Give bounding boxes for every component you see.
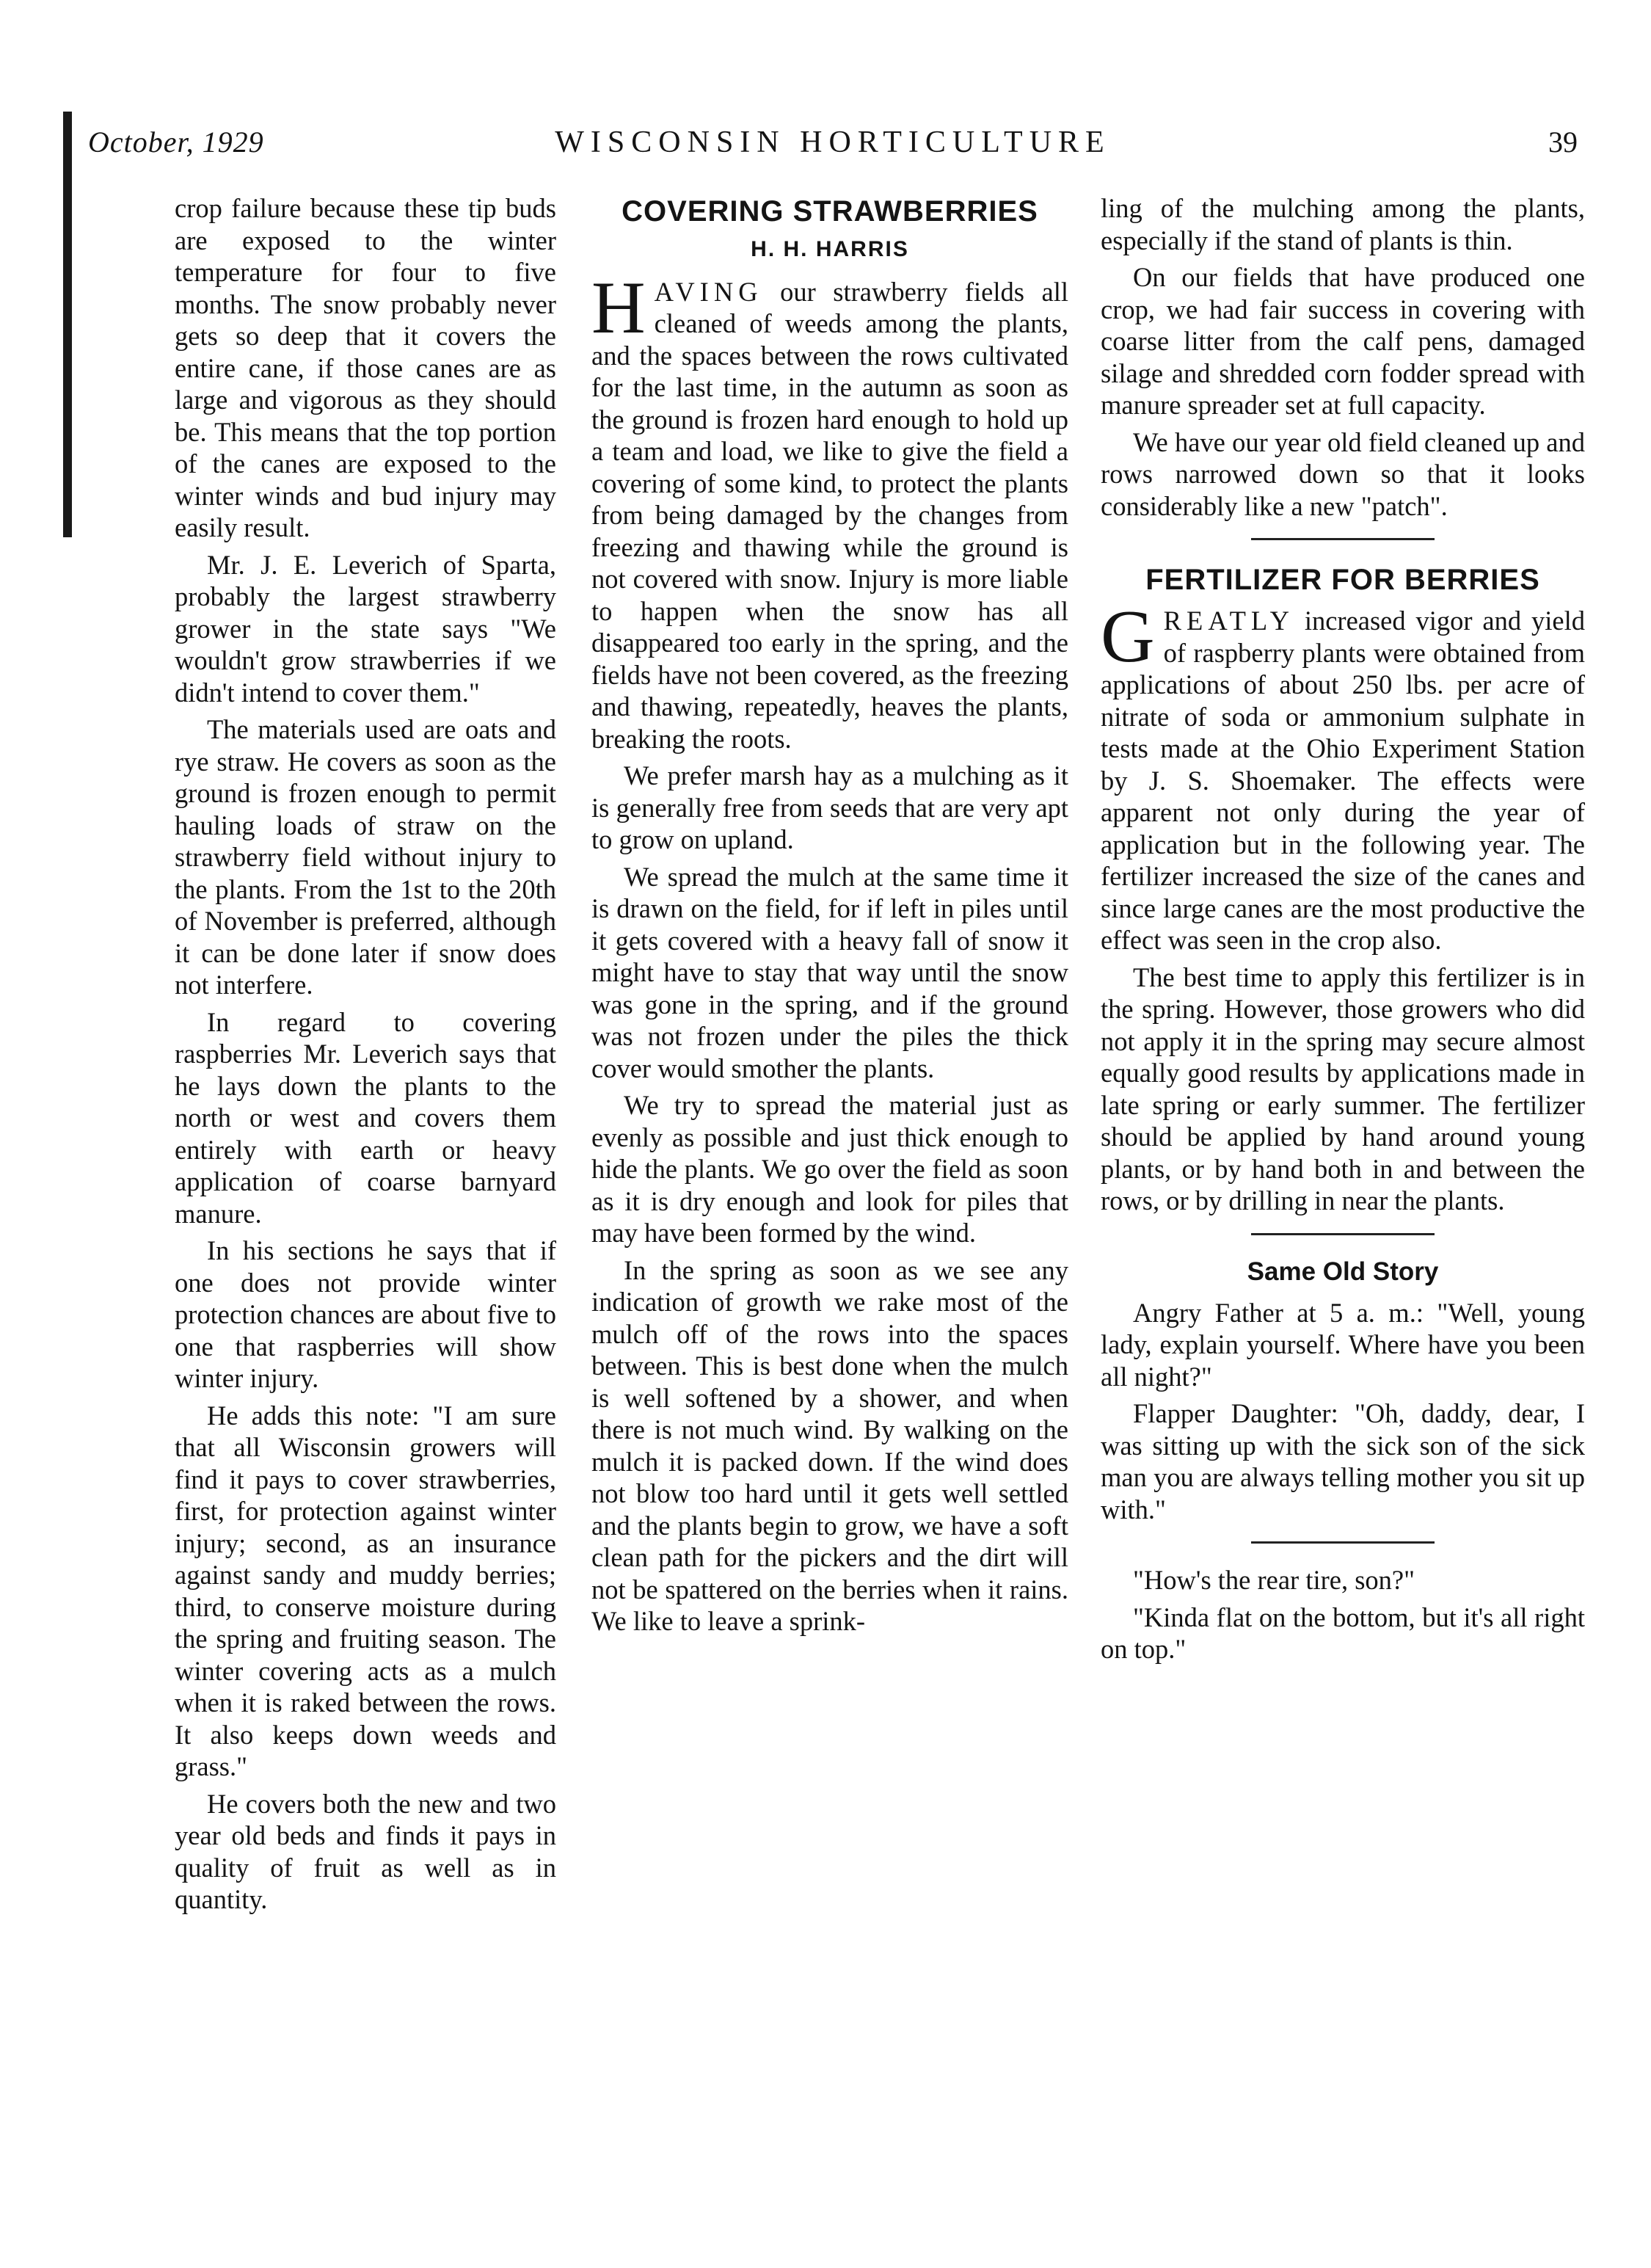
running-head bbox=[88, 125, 1578, 169]
article-author: H. H. HARRIS bbox=[751, 237, 909, 261]
paragraph: On our fields that have produced one crop, we had fair success in covering with coarse litter from the calf pens, damaged silage and shredded corn fodder spread with manure spreader set at full capacity. bbox=[1101, 262, 1585, 420]
column-1 bbox=[175, 192, 556, 1921]
page-number: 39 bbox=[1548, 126, 1578, 159]
paragraph: "How's the rear tire, son?" bbox=[1133, 1565, 1415, 1595]
issue-date: October, 1929 bbox=[88, 126, 264, 159]
paragraph: He adds this note: "I am sure that all Wisconsin growers will find it pays to cover strawberries, first, for protection against winter injury; second, as an insurance against sandy and muddy berries; third, to conserve moisture during the spring and fruiting season. The winter covering acts as a mulch when it is raked between the rows. It also keeps down weeds and grass." bbox=[175, 1400, 556, 1781]
paragraph: In his sections he says that if one does not provide winter protection chances are about five to one that raspberries will show winter injury. bbox=[175, 1235, 556, 1393]
article-title: COVERING STRAWBERRIES bbox=[622, 195, 1038, 228]
paragraph: We prefer marsh hay as a mulching as it is generally free from seeds that are very apt to grow on upland. bbox=[591, 760, 1068, 854]
section-divider bbox=[1251, 1541, 1435, 1544]
lead-paragraph bbox=[591, 266, 1068, 755]
paragraph: "Kinda flat on the bottom, but it's all right on top." bbox=[1101, 1602, 1585, 1664]
paragraph: Mr. J. E. Leverich of Sparta, probably the largest strawberry grower in the state says "We wouldn't grow strawberries if we didn't intend to cover them." bbox=[175, 549, 556, 708]
journal-title: WISCONSIN HORTICULTURE bbox=[555, 126, 1111, 159]
section-divider bbox=[1251, 1233, 1435, 1235]
lead-paragraph bbox=[1101, 595, 1585, 956]
article-title: FERTILIZER FOR BERRIES bbox=[1145, 564, 1540, 596]
column-3 bbox=[1101, 192, 1585, 1671]
margin-rule bbox=[63, 112, 72, 537]
section-divider bbox=[1251, 538, 1435, 540]
lead-text: our strawberry fields all cleaned of weeds among the plants, and the spaces between the rows cultivated for the last time, in the autumn as soon as the ground is frozen hard enough to hold up a team and load, we like to give the field a covering of some kind, to protect the plants from being damaged by the changes from freezing and thawing while the ground is not covered with snow. Injury is more liable to happen when the snow has all disappeared too early in the spring, and the fields have not been covered, as the freezing and thawing, repeatedly, heaves the plants, breaking the roots. bbox=[591, 276, 1068, 754]
paragraph: ling of the mulching among the plants, especially if the stand of plants is thin. bbox=[1101, 193, 1585, 255]
lead-spaced-word: REATLY bbox=[1163, 606, 1294, 636]
paragraph: The best time to apply this fertilizer is in the spring. However, those growers who did not apply it in the spring may secure almost equally good results by applications made in late spring or early summer. The fertilizer should be applied by hand around young plants, or by hand both in and between the rows, or by drilling in near the plants. bbox=[1101, 962, 1585, 1215]
paragraph: The materials used are oats and rye straw. He covers as soon as the ground is frozen enough to permit hauling loads of straw on the strawberry field without injury to the plants. From the 1st to the 20th of November is preferred, although it can be done later if snow does not interfere. bbox=[175, 714, 556, 1000]
paragraph: In the spring as soon as we see any indication of growth we rake most of the mulch off of the rows into the spaces between. This is best done when the mulch is well softened by a shower, and when there is not much wind. By walking on the mulch it is packed down. If the wind does not blow too hard until it gets well settled and the plants begin to grow, we have a soft clean path for the pickers and the dirt will not be spattered on the berries when it rains. We like to leave a sprink- bbox=[591, 1254, 1068, 1636]
paragraph: We spread the mulch at the same time it is drawn on the field, for if left in piles until it gets covered with a heavy fall of snow it might have to stay that way until the snow was gone in the spring, and if the ground was not frozen under the piles the thick cover would smother the plants. bbox=[591, 861, 1068, 1083]
column-2 bbox=[591, 192, 1068, 1643]
lead-spaced-word: AVING bbox=[654, 276, 763, 307]
lead-text: increased vigor and yield of raspberry plants were obtained from applications of about 250 lbs. per acre of nitrate of soda or ammonium sulphate in tests made at the Ohio Experiment Station by J. S. Shoemaker. The effects were apparent not only during the year of application but in the following year. The fertilizer increased the size of the canes and since large canes are the most productive the effect was seen in the crop also. bbox=[1101, 606, 1585, 955]
drop-cap: G bbox=[1101, 595, 1155, 678]
story-title: Same Old Story bbox=[1247, 1257, 1439, 1286]
paragraph: Flapper Daughter: "Oh, daddy, dear, I was sitting up with the sick son of the sick man you are always telling mother you sit up with." bbox=[1101, 1398, 1585, 1524]
paragraph: In regard to covering raspberries Mr. Leverich says that he lays down the plants to the north or west and covers them entirely with earth or heavy application of coarse barnyard manure. bbox=[175, 1006, 556, 1229]
drop-cap: H bbox=[591, 266, 646, 349]
paragraph: We try to spread the material just as evenly as possible and just thick enough to hide the plants. We go over the field as soon as it is dry enough and look for piles that may have been formed by the wind. bbox=[591, 1090, 1068, 1248]
paragraph: crop failure because these tip buds are exposed to the winter temperature for four to five months. The snow probably never gets so deep that it covers the entire cane, if those canes are as large and vigorous as they should be. This means that the top portion of the canes are exposed to the winter winds and bud injury may easily result. bbox=[175, 193, 556, 542]
paragraph: He covers both the new and two year old beds and finds it pays in quality of fruit as well as in quantity. bbox=[175, 1788, 556, 1914]
paragraph: Angry Father at 5 a. m.: "Well, young lady, explain yourself. Where have you been all night?" bbox=[1101, 1297, 1585, 1392]
paragraph: We have our year old field cleaned up and rows narrowed down so that it looks considerably like a new "patch". bbox=[1101, 426, 1585, 521]
